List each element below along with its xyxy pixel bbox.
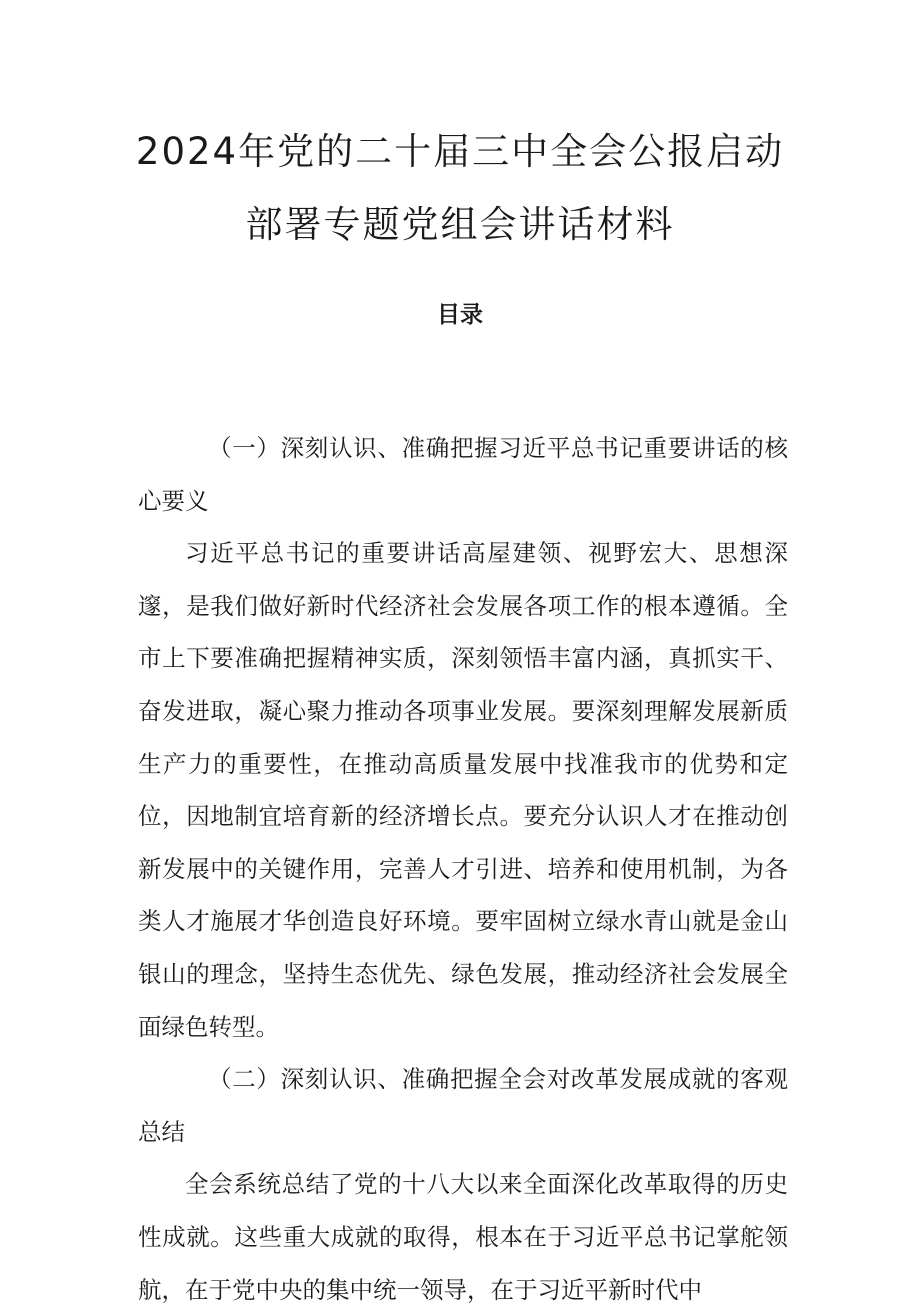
section-heading-1: （一）深刻认识、准确把握习近平总书记重要讲话的核心要义 xyxy=(138,434,788,515)
table-of-contents-heading: 目录 xyxy=(437,302,483,328)
document-title-line-1: 2024年党的二十届三中全会公报启动 xyxy=(135,130,785,173)
body-paragraph-2: 全会系统总结了党的十八大以来全面深化改革取得的历史性成就。这些重大成就的取得，根本在于习近平总书记掌舵领航，在于党中央的集中统一领导，在于习近平新时代中 xyxy=(138,1170,788,1304)
section-heading-2: （二）深刻认识、准确把握全会对改革发展成就的客观总结 xyxy=(138,1065,788,1146)
document-title-line-2: 部署专题党组会讲话材料 xyxy=(245,203,675,246)
document-body xyxy=(138,422,788,1316)
body-paragraph-1: 习近平总书记的重要讲话高屋建领、视野宏大、思想深邃，是我们做好新时代经济社会发展各项工作的根本遵循。全市上下要准确把握精神实质，深刻领悟丰富内涵，真抓实干、奋发进取，凝心聚力推动各项事业发展。要深刻理解发展新质生产力的重要性，在推动高质量发展中找准我市的优势和定位，因地制宜培育新的经济增长点。要充分认识人才在推动创新发展中的关键作用，完善人才引进、培养和使用机制，为各类人才施展才华创造良好环境。要牢固树立绿水青山就是金山银山的理念，坚持生态优先、绿色发展，推动经济社会发展全面绿色转型。 xyxy=(138,539,788,1041)
